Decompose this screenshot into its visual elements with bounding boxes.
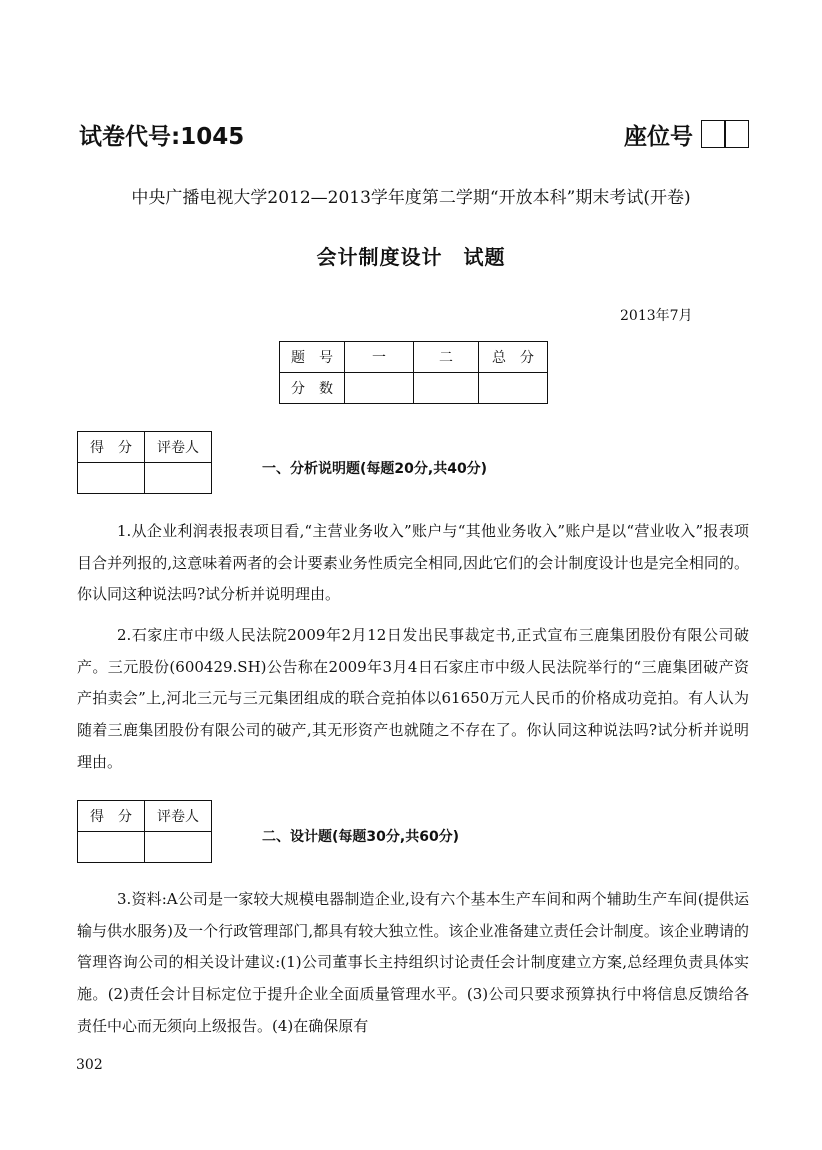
score-cell-part-one[interactable]	[345, 373, 414, 404]
section-score-cell[interactable]	[78, 463, 145, 494]
question-1: 1.从企业利润表报表项目看,“主营业务收入”账户与“其他业务收入”账户是以“营业收入”报表项目合并列报的,这意味着两者的会计要素业务性质完全相同,因此它们的会计制度设计也是完全相同的。你认同这种说法吗?试分析并说明理由。	[77, 522, 749, 604]
seat-number-label: 座位号	[624, 124, 693, 150]
score-cell-total[interactable]	[479, 373, 548, 404]
exam-title: 中央广播电视大学2012—2013学年度第二学期“开放本科”期末考试(开卷)	[131, 188, 691, 208]
section-heading: 一、分析说明题(每题20分,共40分)	[262, 461, 488, 477]
row-label-question-number: 题 号	[280, 342, 345, 373]
row-label-score: 分 数	[280, 373, 345, 404]
column-header-part-two: 二	[414, 342, 479, 373]
paper-code: 试卷代号:1045	[79, 124, 245, 150]
score-cell-part-two[interactable]	[414, 373, 479, 404]
score-summary-table	[279, 341, 548, 404]
grader-name-cell[interactable]	[145, 832, 212, 863]
score-table-score-row	[280, 373, 548, 404]
score-table-header-row	[280, 342, 548, 373]
question-3: 3.资料:A公司是一家较大规模电器制造企业,设有六个基本生产车间和两个辅助生产车间(提供运输与供水服务)及一个行政管理部门,都具有较大独立性。该企业准备建立责任会计制度。该企业聘请的管理咨询公司的相关设计建议:(1)公司董事长主持组织讨论责任会计制度建立方案,总经理负责具体实施。(2)责任会计目标定位于提升企业全面质量管理水平。(3)公司只要求预算执行中将信息反馈给各责任中心而无须向上级报告。(4)在确保原有	[77, 890, 749, 1035]
grader-label: 评卷人	[145, 801, 212, 832]
score-label: 得 分	[78, 801, 145, 832]
column-header-total: 总 分	[479, 342, 548, 373]
section-score-cell[interactable]	[78, 832, 145, 863]
seat-number-box[interactable]	[724, 120, 749, 148]
subject-title: 会计制度设计 试题	[316, 245, 506, 269]
grader-name-cell[interactable]	[145, 463, 212, 494]
question-2: 2.石家庄市中级人民法院2009年2月12日发出民事裁定书,正式宣布三鹿集团股份有限公司破产。三元股份(600429.SH)公告称在2009年3月4日石家庄市中级人民法院举行的“三鹿集团破产资产拍卖会”上,河北三元与三元集团组成的联合竞拍体以61650万元人民币的价格成功竞拍。有人认为随着三鹿集团股份有限公司的破产,其无形资产也就随之不存在了。你认同这种说法吗?试分析并说明理由。	[77, 626, 749, 771]
section-heading: 二、设计题(每题30分,共60分)	[262, 829, 460, 845]
seat-number-box[interactable]	[701, 120, 726, 148]
grader-table-section-one	[77, 431, 212, 494]
column-header-part-one: 一	[345, 342, 414, 373]
seat-number-boxes	[702, 120, 749, 148]
exam-date: 2013年7月	[620, 308, 693, 324]
grader-label: 评卷人	[145, 432, 212, 463]
score-label: 得 分	[78, 432, 145, 463]
grader-table-section-two	[77, 800, 212, 863]
page-number: 302	[76, 1057, 103, 1073]
